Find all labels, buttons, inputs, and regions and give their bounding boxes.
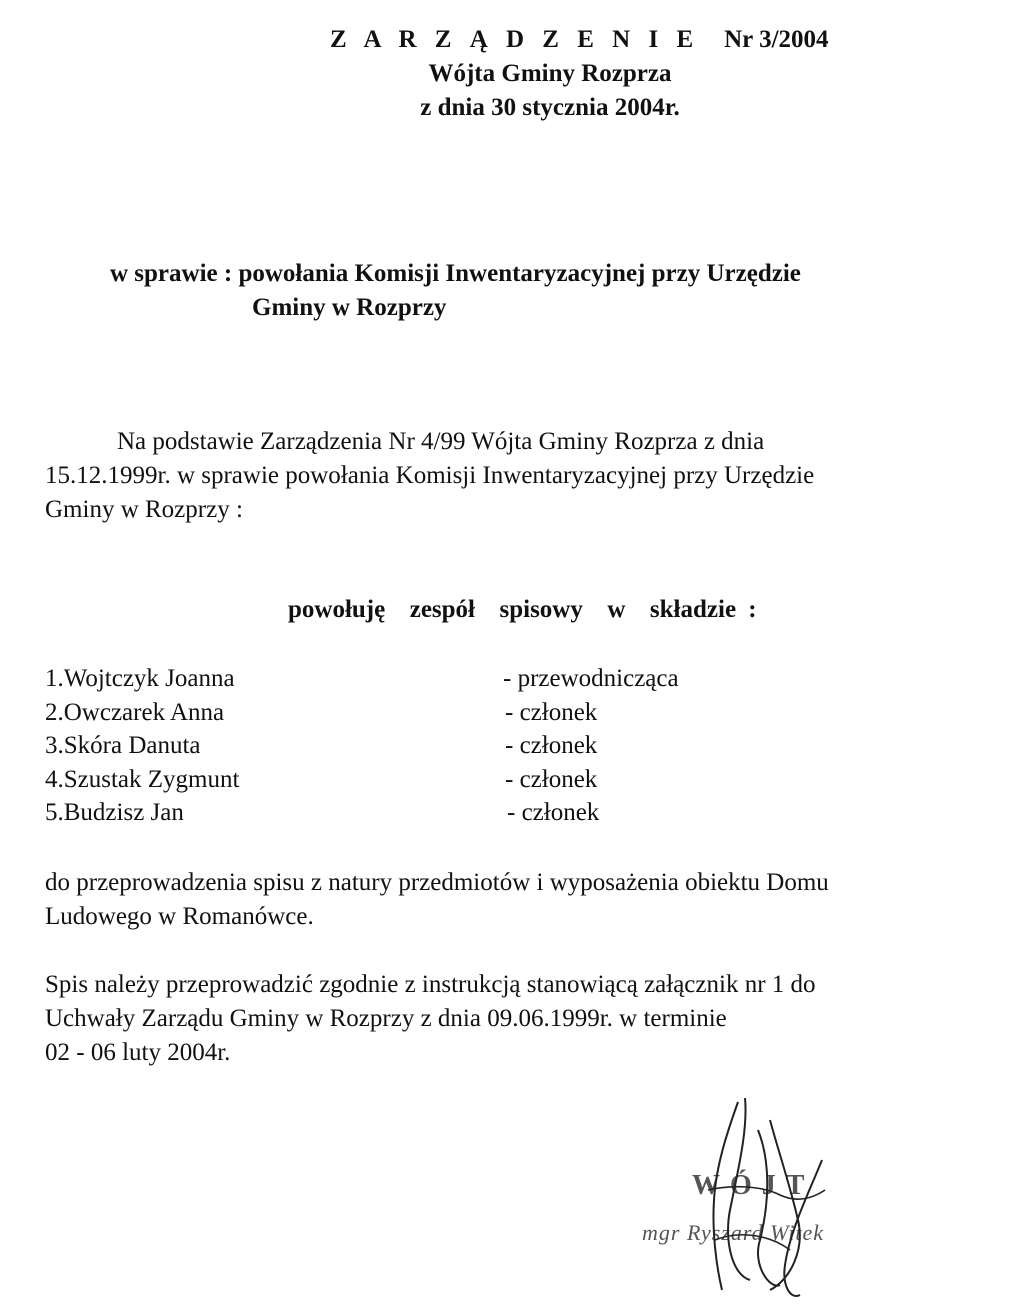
member-role: - przewodnicząca <box>503 665 679 692</box>
list-item <box>45 662 745 696</box>
member-role: - członek <box>505 698 598 726</box>
instructions-line-3: 02 - 06 luty 2004r. <box>45 1039 231 1066</box>
basis-line-3: Gminy w Rozprzy : <box>45 496 243 523</box>
signature-stamp <box>620 1090 880 1305</box>
instructions-line-2: Uchwały Zarządu Gminy w Rozprzy z dnia 09.06.1999r. w terminie <box>45 1005 727 1032</box>
stamp-name: mgr Ryszard Witek <box>642 1220 824 1245</box>
purpose-line-1: do przeprowadzenia spisu z natury przedmiotów i wyposażenia obiektu Domu <box>45 869 829 896</box>
appoint-heading: powołuję zespół spisowy w składzie : <box>288 596 757 623</box>
members-list <box>45 662 745 832</box>
stamp-title: WÓJT <box>692 1170 815 1201</box>
purpose-paragraph <box>45 866 829 934</box>
handwritten-signature <box>620 1090 880 1305</box>
basis-line-2: 15.12.1999r. w sprawie powołania Komisji Inwentaryzacyjnej przy Urzędzie <box>45 462 815 489</box>
basis-line-1: Na podstawie Zarządzenia Nr 4/99 Wójta Gminy Rozprza z dnia <box>117 428 765 455</box>
title-word: Z A R Z Ą D Z E N I E <box>330 26 700 53</box>
title-number: Nr 3/2004 <box>724 26 829 53</box>
member-role: - członek <box>505 732 598 759</box>
list-item <box>45 696 745 730</box>
member-name: 2.Owczarek Anna <box>45 698 225 726</box>
member-role: - członek <box>507 799 600 826</box>
issuer-line: Wójta Gminy Rozprza <box>428 60 672 87</box>
member-name: 1.Wojtczyk Joanna <box>45 665 235 692</box>
subject-line-1: w sprawie : powołania Komisji Inwentaryzacyjnej przy Urzędzie <box>110 260 801 287</box>
list-item <box>45 729 745 763</box>
basis-paragraph <box>45 425 814 527</box>
purpose-line-2: Ludowego w Romanówce. <box>45 903 314 930</box>
member-name: 4.Szustak Zygmunt <box>45 765 240 793</box>
member-role: - członek <box>505 765 598 793</box>
member-name: 5.Budzisz Jan <box>45 799 184 826</box>
document-title <box>330 26 829 54</box>
list-item <box>45 763 745 797</box>
date-line: z dnia 30 stycznia 2004r. <box>420 94 680 121</box>
instructions-line-1: Spis należy przeprowadzić zgodnie z instrukcją stanowiącą załącznik nr 1 do <box>45 971 816 998</box>
member-name: 3.Skóra Danuta <box>45 732 201 759</box>
subject-line-2: Gminy w Rozprzy <box>252 294 447 321</box>
list-item <box>45 796 745 830</box>
instructions-paragraph <box>45 968 816 1070</box>
